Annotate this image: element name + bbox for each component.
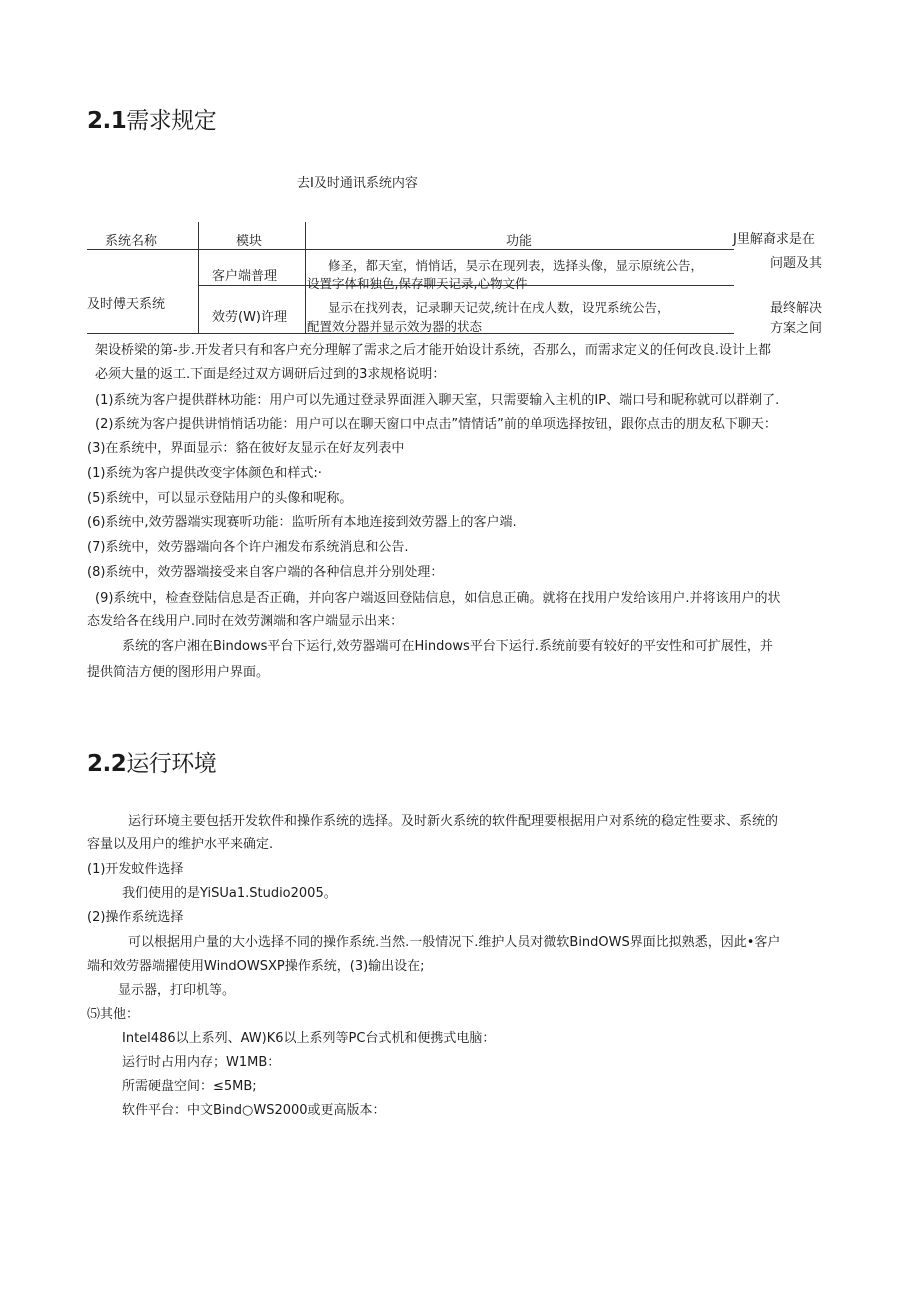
- header-function: 功能: [506, 234, 533, 249]
- table-col-divider-1: [198, 222, 199, 333]
- paragraph-line: 可以根据用户量的大小选择不同的操作系统.当然.一般情况下.维护人员对微软BindOWS界面比拟熟悉，因此•客户: [128, 935, 781, 950]
- section-heading-2-2: [87, 745, 216, 778]
- section-title: 需求规定: [126, 108, 217, 134]
- table-caption: 去I及时通讯系统内容: [297, 176, 418, 191]
- header-system-name: 系统名称: [105, 234, 158, 249]
- section-number: 2.1: [87, 108, 127, 134]
- spec-line-hardware: Intel486以上系列、AW)K6以上系列等PC台式机和便携式电脑：: [122, 1031, 496, 1046]
- spec-line-platform: 软件平台：中文Bind○WS2000或更高版本：: [122, 1103, 386, 1118]
- function-cell-server-line1: 显示在找列表，记录聊天记荧,统计在戌人数，设咒系统公告，: [328, 300, 670, 315]
- paragraph-line: 显示器，打印机等。: [118, 983, 236, 998]
- paragraph-line: 端和效劳器端擢使用WindOWSXP操作系统，(3)输出设在;: [87, 959, 425, 974]
- function-cell-client-line1: 修圣，都天室，悄悄话，昊示在现列表，选择头像，显示原统公告，: [328, 258, 704, 273]
- subheading-other: ⑸其他：: [87, 1007, 140, 1022]
- spec-line-memory: 运行时占用内存；W1MB：: [122, 1055, 281, 1070]
- paragraph-line: 必须大量的返工.下面是经过双方调研后过到的3求规格说明：: [95, 367, 446, 382]
- requirement-item-5: (5)系统中，可以显示登陆用户的头像和呢称。: [87, 491, 353, 506]
- requirement-item-4: (1)系统为客户提供改变字体颜色和样式:·: [87, 466, 322, 481]
- requirement-item-9: (9)系统中，检查登陆信息是否正确，并向客户端返回登陆信息，如信息正确。就将在找用户发给该用户.并将该用户的状: [95, 591, 781, 606]
- requirement-item-2: (2)系统为客户提供讲悄悄话功能：用户可以在聊天窗口中点击”情情话”前的单项选择按钮，跟你点击的朋友私下聊天：: [95, 417, 777, 432]
- paragraph-line: 我们使用的是YiSUa1.Studio2005。: [122, 886, 337, 901]
- paragraph-line: 容量以及用户的维护水平来确定.: [87, 837, 274, 852]
- requirement-item-8: (8)系统中，效劳器端接受来自客户端的各种信息并分别处理：: [87, 565, 444, 580]
- paragraph-line: 架设桥梁的第-步.开发者只有和客户充分理解了需求之后才能开始设计系统，否那么，而需求定义的任何改良.设计上都: [95, 343, 771, 358]
- function-cell-server-line2: 配置效分器并显示效为器的状态: [307, 319, 483, 334]
- paragraph-line: 运行环境主要包括开发软件和操作系统的选择。及时新火系统的软件配理要根据用户对系统的稳定性要求、系统的: [128, 814, 779, 829]
- table-col-divider-2: [305, 222, 306, 333]
- module-cell-client: 客户端普理: [212, 269, 278, 284]
- spec-line-disk: 所需硬盘空间：≤5MB;: [122, 1079, 257, 1094]
- side-note-4: 方案之间: [770, 321, 823, 336]
- paragraph-line: 提供简洁方便的图形用户界面。: [87, 665, 270, 680]
- section-number: 2.2: [87, 751, 127, 777]
- module-cell-server: 效劳(W)许理: [212, 310, 287, 325]
- paragraph-line: 态发给各在线用户.同时在效劳渊端和客户端显示出来：: [87, 614, 404, 629]
- system-name-cell: 及时傅天系统: [87, 297, 166, 312]
- table-rule-top: [87, 249, 734, 250]
- section-title: 运行环境: [126, 751, 217, 777]
- header-module: 模块: [236, 234, 263, 249]
- requirement-item-3: (3)在系统中，界面显示：貉在彼好友显示在好友列表中: [87, 441, 405, 456]
- subheading-dev-software: (1)开发蚊件选择: [87, 862, 184, 877]
- side-note-2: 问题及其: [770, 256, 823, 271]
- requirement-item-7: (7)系统中，效劳器端向各个许户湘发布系统消息和公告.: [87, 540, 409, 555]
- paragraph-line: 系统的客户湘在Bindows平台下运行,效劳器端可在Hindows平台下运行.系统前要有较好的平安性和可扩展性，并: [122, 639, 773, 654]
- side-note-3: 最终解决: [770, 301, 823, 316]
- requirement-item-1: (1)系统为客户提供群林功能：用户可以先通过登录界面涯入聊天室，只需要输入主机的IP、端口号和昵称就可以群剃了.: [95, 393, 780, 408]
- subheading-os: (2)操作系统选择: [87, 910, 184, 925]
- section-heading-2-1: [87, 102, 216, 135]
- requirement-item-6: (6)系统中,效劳器端实现赛听功能：监听所有本地连接到效劳器上的客户端.: [87, 515, 517, 530]
- side-note-1: J里解裔求是在: [733, 232, 815, 247]
- function-cell-client-line2: 设置字体和独色,保存聊天记录,心物文件: [307, 276, 528, 291]
